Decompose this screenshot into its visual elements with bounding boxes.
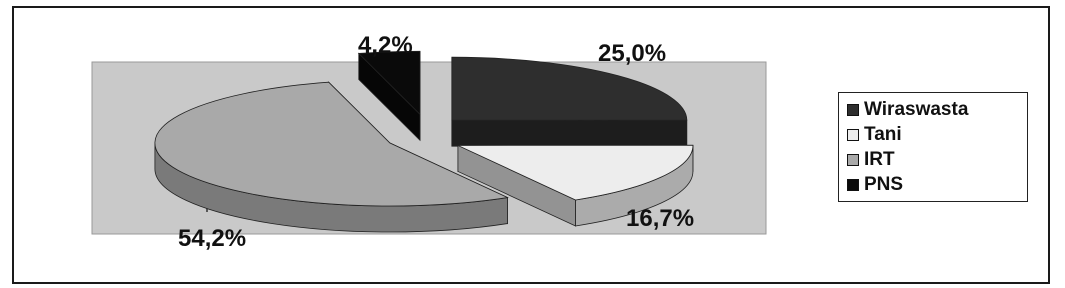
legend-item-irt	[847, 147, 1027, 172]
legend-label-irt: IRT	[864, 148, 895, 170]
legend-item-tani	[847, 122, 1027, 147]
data-label-irt: 54,2%	[178, 225, 247, 252]
legend-label-pns: PNS	[864, 173, 904, 195]
data-label-pns: 4,2%	[358, 32, 413, 59]
legend-swatch-irt	[847, 154, 859, 166]
legend-label-wiraswasta: Wiraswasta	[864, 98, 969, 120]
legend-swatch-tani	[847, 129, 859, 141]
legend-label-tani: Tani	[864, 123, 902, 145]
data-label-tani: 16,7%	[626, 205, 695, 232]
legend-swatch-wiraswasta	[847, 104, 859, 116]
data-label-wiraswasta: 25,0%	[598, 40, 667, 67]
legend-item-wiraswasta	[847, 97, 1027, 122]
legend-swatch-pns	[847, 179, 859, 191]
pie-slice-wall-wiraswasta-1	[452, 120, 687, 146]
chart-legend	[838, 92, 1028, 202]
legend-item-pns	[847, 172, 1027, 197]
